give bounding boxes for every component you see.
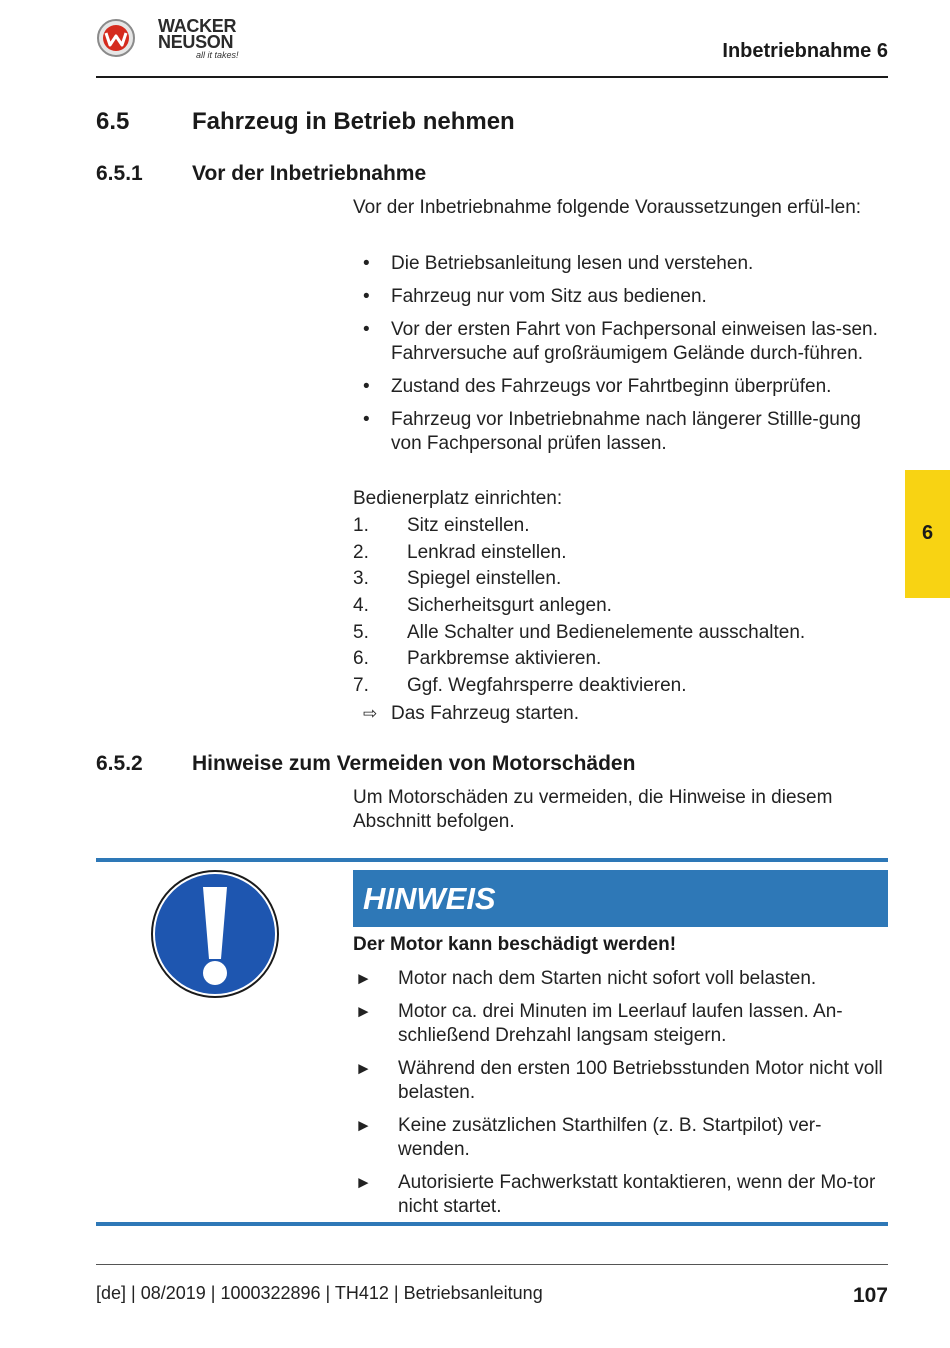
list-item xyxy=(353,1171,888,1219)
notice-header xyxy=(353,870,888,927)
chapter-title: Inbetriebnahme 6 xyxy=(722,40,888,62)
list-item: • Fahrzeug vor Inbetriebnahme nach längerer Stillle-gung von Fachpersonal prüfen lassen. xyxy=(363,408,883,456)
result-text: Das Fahrzeug starten. xyxy=(391,703,579,724)
prerequisites-list xyxy=(363,252,883,465)
step-number: 7. xyxy=(353,675,369,697)
step-text: Parkbremse aktivieren. xyxy=(407,648,602,670)
notice-item-text: Motor nach dem Starten nicht sofort voll belasten. xyxy=(398,968,817,989)
notice-item-text: Während den ersten 100 Betriebsstunden Motor nicht voll belasten. xyxy=(398,1058,883,1103)
list-item: • Fahrzeug nur vom Sitz aus bedienen. xyxy=(363,285,883,309)
setup-steps xyxy=(353,514,883,701)
step-text: Ggf. Wegfahrsperre deaktivieren. xyxy=(407,675,687,697)
list-item: • Vor der ersten Fahrt von Fachpersonal einweisen las-sen. Fahrversuche auf großräumigem Gelände durch-führen. xyxy=(363,318,883,366)
prerequisites-intro xyxy=(353,196,873,220)
triangle-bullet-icon: ► xyxy=(355,1059,372,1078)
step-number: 3. xyxy=(353,568,369,590)
brand-line-2: NEUSON xyxy=(158,32,234,52)
notice-label: HINWEIS xyxy=(363,881,496,916)
list-item xyxy=(353,1114,888,1162)
brand-tagline: all it takes! xyxy=(196,50,239,60)
brand-line-1: WACKER xyxy=(158,16,237,36)
notice-item-text: Autorisierte Fachwerkstatt kontaktieren, wenn der Mo-tor nicht startet. xyxy=(398,1172,876,1217)
step-item xyxy=(353,621,883,648)
step-item xyxy=(353,674,883,701)
step-item xyxy=(353,541,883,568)
triangle-bullet-icon: ► xyxy=(355,1116,372,1135)
chapter-tab-label: 6 xyxy=(921,522,934,544)
step-item xyxy=(353,514,883,541)
section-title: Fahrzeug in Betrieb nehmen xyxy=(192,108,515,135)
triangle-bullet-icon: ► xyxy=(355,1173,372,1192)
step-number: 1. xyxy=(353,515,369,536)
step-text: Spiegel einstellen. xyxy=(407,568,562,590)
notice-item-text: Keine zusätzlichen Starthilfen (z. B. Startpilot) ver-wenden. xyxy=(398,1115,822,1160)
footer-meta: [de] | 08/2019 | 1000322896 | TH412 | Betriebsanleitung xyxy=(96,1283,543,1303)
chapter-tab xyxy=(905,470,950,598)
step-text: Sicherheitsgurt anlegen. xyxy=(407,595,612,617)
notice-bottom-rule xyxy=(96,1222,888,1226)
notice-top-rule xyxy=(96,858,888,862)
triangle-bullet-icon: ► xyxy=(355,1002,372,1021)
notice-item-text: Motor ca. drei Minuten im Leerlauf laufen lassen. An-schließend Drehzahl langsam steigern. xyxy=(398,1001,843,1046)
step-number: 4. xyxy=(353,595,369,617)
header-divider xyxy=(96,76,888,78)
notice-subtitle: Der Motor kann beschädigt werden! xyxy=(353,934,677,955)
list-item: • Die Betriebsanleitung lesen und verstehen. xyxy=(363,252,883,276)
subsection-title-1: Vor der Inbetriebnahme xyxy=(192,162,427,185)
step-item xyxy=(353,594,883,621)
engine-notes-intro: Um Motorschäden zu vermeiden, die Hinweise in diesem Abschnitt befolgen. xyxy=(353,787,833,832)
subsection-title-2: Hinweise zum Vermeiden von Motorschäden xyxy=(192,752,636,775)
subsection-number-2: 6.5.2 xyxy=(96,752,143,775)
brand-logo-icon xyxy=(96,18,136,58)
step-result xyxy=(363,702,911,726)
list-item xyxy=(353,1000,888,1048)
result-arrow-icon: ⇨ xyxy=(363,704,378,723)
section-number: 6.5 xyxy=(96,108,130,135)
list-item: • Zustand des Fahrzeugs vor Fahrtbeginn überprüfen. xyxy=(363,375,883,399)
step-text: Alle Schalter und Bedienelemente ausschalten. xyxy=(407,621,806,643)
step-number: 2. xyxy=(353,541,369,563)
page-number: 107 xyxy=(852,1284,888,1307)
list-item xyxy=(353,1057,888,1105)
mandatory-exclamation-icon xyxy=(150,869,280,999)
steps-intro: Bedienerplatz einrichten: xyxy=(353,488,563,509)
step-text: Sitz einstellen. xyxy=(407,515,530,536)
notice-list xyxy=(353,967,888,1228)
subsection-number-1: 6.5.1 xyxy=(96,162,143,185)
step-text: Lenkrad einstellen. xyxy=(407,541,567,563)
triangle-bullet-icon: ► xyxy=(355,969,372,988)
brand-wordmark xyxy=(158,18,236,50)
step-item xyxy=(353,567,883,594)
prerequisites-intro-text: Vor der Inbetriebnahme folgende Voraussetzungen erfül-len: xyxy=(353,197,862,218)
footer-divider xyxy=(96,1264,888,1265)
step-item xyxy=(353,647,883,674)
step-number: 6. xyxy=(353,648,369,670)
step-number: 5. xyxy=(353,621,369,643)
list-item xyxy=(353,967,888,991)
